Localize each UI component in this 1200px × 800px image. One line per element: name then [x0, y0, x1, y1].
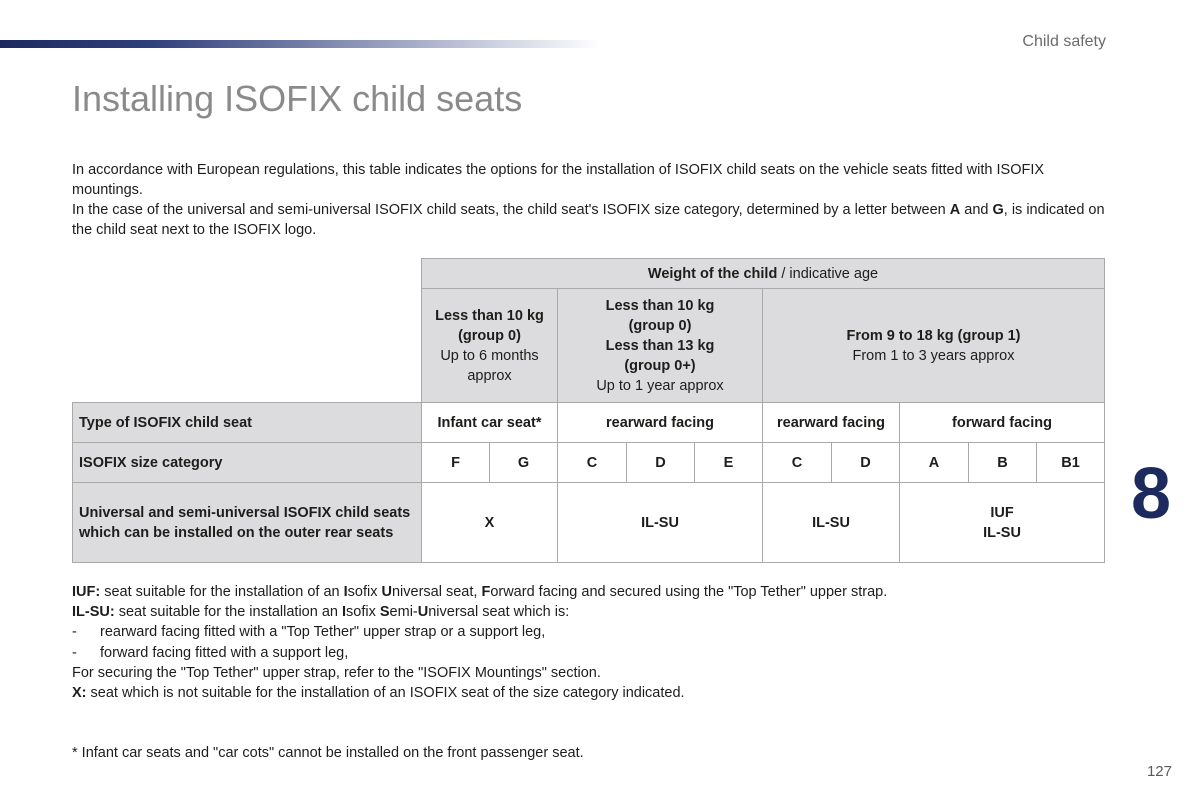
group-0-plus-header: Less than 10 kg (group 0) Less than 13 kg (group 0+) Up to 1 year approx: [558, 289, 763, 403]
table-corner-blank-2: [73, 289, 422, 403]
page-number: 127: [1146, 763, 1172, 780]
page-title: Installing ISOFIX child seats: [72, 78, 523, 119]
size-cell: C: [558, 443, 627, 483]
chapter-number: 8: [1130, 454, 1172, 534]
type-row-label: Type of ISOFIX child seat: [73, 403, 422, 443]
header-gradient-bar: [0, 40, 600, 48]
note-bullet-2: - forward facing fitted with a support leg,: [72, 644, 349, 661]
size-cell: D: [627, 443, 695, 483]
footnote: * Infant car seats and "car cots" cannot be installed on the front passenger seat.: [72, 745, 584, 761]
outer-cell-rearward-2: IL-SU: [763, 483, 900, 563]
table-corner-blank: [73, 259, 422, 289]
intro-paragraph-2: In the case of the universal and semi-universal ISOFIX child seats, the child seat's ISOFIX size category, determined by a letter between A and G, is indicated on the child seat next to the ISOFIX logo.: [72, 202, 1105, 238]
intro-text: [72, 160, 1112, 240]
isofix-table: [72, 258, 1105, 563]
size-cell: G: [490, 443, 558, 483]
outer-cell-forward: IUF IL-SU: [900, 483, 1105, 563]
size-cell: D: [832, 443, 900, 483]
outer-cell-rearward-1: IL-SU: [558, 483, 763, 563]
size-cell: B1: [1037, 443, 1105, 483]
size-cell: F: [422, 443, 490, 483]
outer-cell-infant: X: [422, 483, 558, 563]
group-0-infant-header: Less than 10 kg (group 0) Up to 6 months approx: [422, 289, 558, 403]
note-securing: For securing the "Top Tether" upper strap, refer to the "ISOFIX Mountings" section.: [72, 664, 601, 681]
intro-paragraph-1: In accordance with European regulations, this table indicates the options for the installation of ISOFIX child seats on the vehicle seats fitted with ISOFIX mountings.: [72, 162, 1045, 198]
type-cell-rearward-1: rearward facing: [558, 403, 763, 443]
note-x: X: seat which is not suitable for the installation of an ISOFIX seat of the size category indicated.: [72, 685, 685, 702]
size-cell: B: [969, 443, 1037, 483]
weight-header: Weight of the child / indicative age: [422, 259, 1105, 289]
size-cell: E: [695, 443, 763, 483]
type-cell-infant: Infant car seat*: [422, 403, 558, 443]
note-iuf: IUF: seat suitable for the installation of an Isofix Universal seat, Forward facing and secured using the "Top Tether" upper strap.: [72, 584, 888, 600]
outer-seats-row-label: Universal and semi-universal ISOFIX child seats which can be installed on the outer rear seats: [73, 483, 422, 563]
size-cell: A: [900, 443, 969, 483]
size-cell: C: [763, 443, 832, 483]
type-cell-rearward-2: rearward facing: [763, 403, 900, 443]
size-row-label: ISOFIX size category: [73, 443, 422, 483]
type-cell-forward: forward facing: [900, 403, 1105, 443]
group-1-header: From 9 to 18 kg (group 1) From 1 to 3 years approx: [763, 289, 1105, 403]
section-label: Child safety: [1022, 33, 1106, 50]
legend-notes: [72, 582, 1112, 703]
note-ilsu: IL-SU: seat suitable for the installation an Isofix Semi-Universal seat which is:: [72, 604, 570, 621]
note-bullet-1: - rearward facing fitted with a "Top Tether" upper strap or a support leg,: [72, 624, 546, 641]
